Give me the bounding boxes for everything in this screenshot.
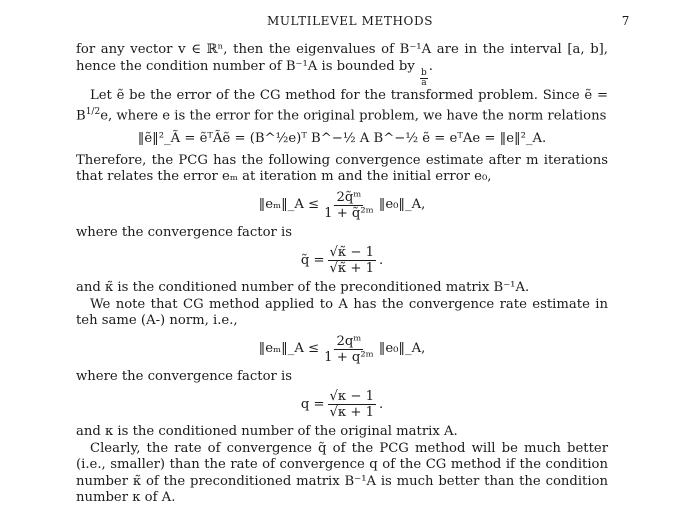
paragraph-1: for any vector v ∈ ℝⁿ, then the eigenvalues of B⁻¹A are in the interval [a, b], hence the condition number of B⁻¹A is bounded by $\frac{b}{a}$ . [76,42,608,88]
p2-line1: Let ẽ be the error of the CG method for the transformed problem. Since ẽ = B [76,87,608,124]
paragraph-6: and κ is the conditioned number of the original matrix A. [76,424,458,440]
est1-num: 2q̃ᵐ [336,189,362,205]
p2-line2: where e is the error for the original problem, we have the norm relations [116,108,607,124]
q2-lhs: q = [300,396,325,412]
est1-lhs: ‖eₘ‖_A ≤ [258,197,320,213]
paragraph-4: and κ̃ is the conditioned number of the preconditioned matrix B⁻¹A. [76,280,530,296]
bound-num: b [421,67,427,78]
q-equation [76,389,608,420]
est2-rhs: ‖e₀‖_A, [378,341,426,357]
q2-end: . [378,396,384,412]
est2-den: 1 + q²ᵐ [324,349,374,365]
norm-relation-equation: ‖ẽ‖²_Ã = ẽᵀÃẽ = (B^½e)ᵀ B^−½ A B^−½ ẽ = eᵀAe = ‖e‖²_A. [137,130,547,146]
header-title: MULTILEVEL METHODS [266,14,434,28]
est2-fraction [322,334,376,365]
where-2: where the convergence factor is [76,368,293,384]
est1-den: 1 + q̃²ᵐ [324,205,374,221]
p1-line1: for any vector v ∈ ℝⁿ, then the eigenvalues of B⁻¹A are in the interval [a, b], hence the [76,42,608,74]
q1-num: √κ̃ − 1 [329,245,374,261]
paragraph-5: We note that CG method applied to A has the convergence rate estimate in teh same (A-) norm, i.e., [76,296,608,329]
page-number: 7 [621,14,630,28]
q2-fraction [328,389,376,420]
cg-estimate-equation [76,334,608,365]
est2-lhs: ‖eₘ‖_A ≤ [258,341,320,357]
where-1: where the convergence factor is [76,224,293,240]
bound-fraction [420,69,428,88]
p2-line1-end: e, [100,108,113,124]
q1-end: . [378,252,384,268]
paragraph-3: Therefore, the PCG has the following convergence estimate after m iterations that relates the error eₘ at iteration m and the initial error e₀, [76,152,608,185]
paragraph-2 [76,88,608,125]
bound-den: a [421,77,427,88]
pcg-estimate-equation [76,190,608,221]
est1-fraction [322,190,376,221]
q1-den: √κ̃ + 1 [329,261,374,277]
q1-lhs: q̃ = [300,252,325,268]
q1-fraction [328,245,376,276]
q2-num: √κ − 1 [329,389,374,405]
q-tilde-equation [76,245,608,276]
est1-rhs: ‖e₀‖_A, [378,197,426,213]
est2-num: 2qᵐ [336,333,362,349]
text-body [76,42,608,507]
q2-den: √κ + 1 [329,405,374,421]
p2-half: 1/2 [85,107,101,117]
paragraph-7: Clearly, the rate of convergence q̃ of the PCG method will be much better (i.e., smaller) than the rate of convergence q of the CG method if the condition number κ̃ of the preconditioned matrix B⁻¹A is much better than the condition number κ of A. [76,440,608,506]
p1-line2: condition number of B⁻¹A is bounded by [145,58,415,74]
